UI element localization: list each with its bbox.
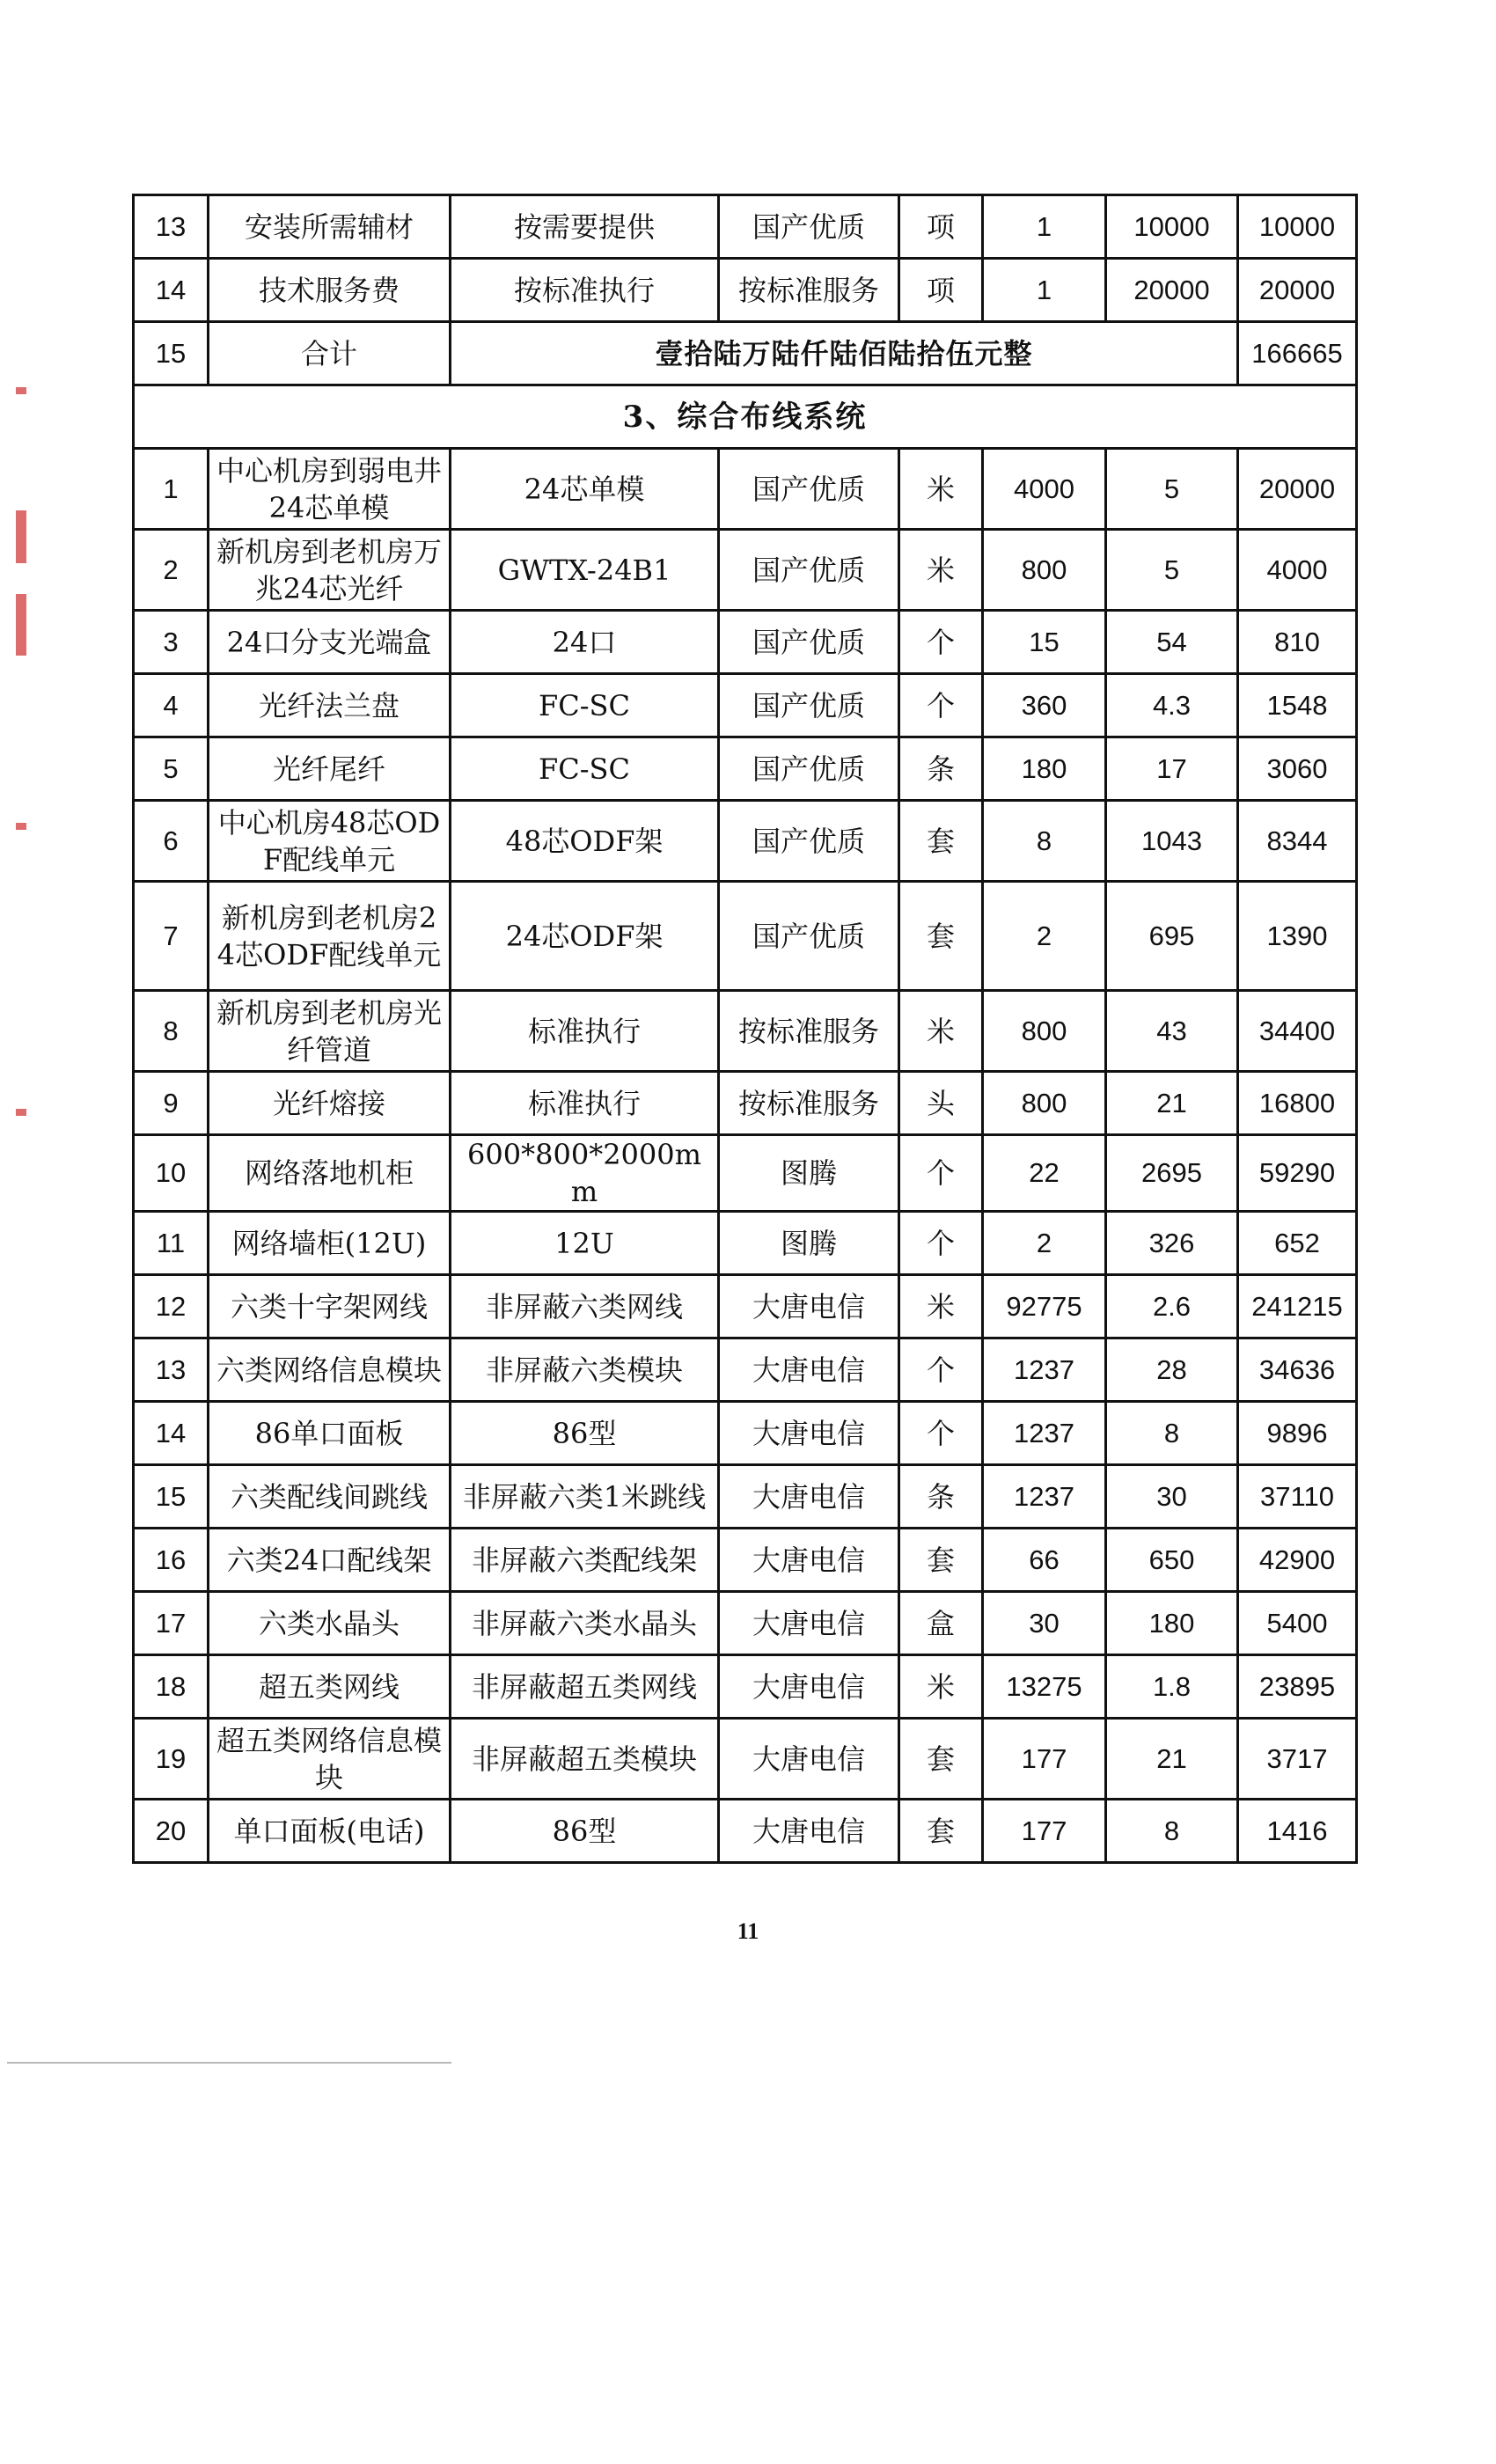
cell-no: 14: [134, 1402, 209, 1465]
table-row: [134, 1529, 1357, 1592]
cell-unit: 盒: [899, 1592, 983, 1655]
cell-price: 695: [1106, 882, 1238, 991]
cell-price: 21: [1106, 1072, 1238, 1135]
table-row: [134, 1212, 1357, 1275]
table-row: [134, 1655, 1357, 1719]
cell-unit: 个: [899, 1212, 983, 1275]
table-row: [134, 1338, 1357, 1402]
cell-amount: 34400: [1238, 991, 1357, 1072]
scan-edge-mark: [16, 823, 26, 830]
cell-spec: 24芯单模: [451, 449, 719, 530]
scan-edge-mark: [16, 387, 26, 394]
cell-qty: 13275: [983, 1655, 1106, 1719]
cell-spec: 非屏蔽六类网线: [451, 1275, 719, 1338]
cell-qty: 177: [983, 1800, 1106, 1863]
cell-price: 326: [1106, 1212, 1238, 1275]
table-row: [134, 259, 1357, 322]
table-row: [134, 1592, 1357, 1655]
cell-amount: 9896: [1238, 1402, 1357, 1465]
cell-brand: 按标准服务: [719, 259, 899, 322]
cell-price: 4.3: [1106, 674, 1238, 737]
cell-no: 12: [134, 1275, 209, 1338]
cell-brand: 国产优质: [719, 801, 899, 882]
cell-price: 30: [1106, 1465, 1238, 1529]
cell-brand: 大唐电信: [719, 1719, 899, 1800]
cell-name: 六类十字架网线: [209, 1275, 451, 1338]
cell-qty: 2: [983, 1212, 1106, 1275]
cell-no: 5: [134, 737, 209, 801]
scan-edge-mark: [16, 594, 26, 656]
cell-qty: 1237: [983, 1465, 1106, 1529]
section-title: 3、综合布线系统: [134, 385, 1357, 449]
cell-amount: 34636: [1238, 1338, 1357, 1402]
table-row: [134, 674, 1357, 737]
cell-amount: 652: [1238, 1212, 1357, 1275]
cell-unit: 个: [899, 1135, 983, 1212]
table-row: [134, 882, 1357, 991]
cell-spec: 非屏蔽六类1米跳线: [451, 1465, 719, 1529]
cell-spec: 600*800*2000mm: [451, 1135, 719, 1212]
table-row: [134, 801, 1357, 882]
cell-qty: 800: [983, 530, 1106, 611]
cell-qty: 800: [983, 991, 1106, 1072]
cell-unit: 米: [899, 1655, 983, 1719]
cell-qty: 1237: [983, 1338, 1106, 1402]
cell-price: 1043: [1106, 801, 1238, 882]
cell-no: 9: [134, 1072, 209, 1135]
cell-no: 2: [134, 530, 209, 611]
cell-name: 安装所需辅材: [209, 195, 451, 259]
cell-no: 11: [134, 1212, 209, 1275]
cell-brand: 大唐电信: [719, 1402, 899, 1465]
cell-spec: 12U: [451, 1212, 719, 1275]
cell-qty: 22: [983, 1135, 1106, 1212]
cell-unit: 项: [899, 195, 983, 259]
cell-amount: 8344: [1238, 801, 1357, 882]
cell-amount: 20000: [1238, 259, 1357, 322]
cell-no: 16: [134, 1529, 209, 1592]
cell-name: 新机房到老机房24芯ODF配线单元: [209, 882, 451, 991]
cell-spec: GWTX-24B1: [451, 530, 719, 611]
price-table: [132, 194, 1358, 1864]
cell-unit: 套: [899, 1719, 983, 1800]
cell-brand: 按标准服务: [719, 1072, 899, 1135]
total-label: 合计: [209, 322, 451, 385]
cell-price: 21: [1106, 1719, 1238, 1800]
cell-qty: 177: [983, 1719, 1106, 1800]
cell-unit: 条: [899, 737, 983, 801]
cell-no: 14: [134, 259, 209, 322]
cell-brand: 国产优质: [719, 882, 899, 991]
cell-brand: 按标准服务: [719, 991, 899, 1072]
cell-spec: 非屏蔽六类配线架: [451, 1529, 719, 1592]
cell-name: 光纤熔接: [209, 1072, 451, 1135]
cell-brand: 国产优质: [719, 674, 899, 737]
cell-unit: 套: [899, 801, 983, 882]
cell-unit: 个: [899, 1338, 983, 1402]
cell-name: 网络落地机柜: [209, 1135, 451, 1212]
cell-spec: 非屏蔽六类水晶头: [451, 1592, 719, 1655]
cell-qty: 360: [983, 674, 1106, 737]
cell-qty: 30: [983, 1592, 1106, 1655]
cell-no: 13: [134, 195, 209, 259]
cell-price: 20000: [1106, 259, 1238, 322]
cell-spec: 标准执行: [451, 991, 719, 1072]
cell-price: 43: [1106, 991, 1238, 1072]
cell-qty: 1237: [983, 1402, 1106, 1465]
cell-spec: 24芯ODF架: [451, 882, 719, 991]
table-row: [134, 530, 1357, 611]
cell-spec: 86型: [451, 1402, 719, 1465]
cell-price: 2.6: [1106, 1275, 1238, 1338]
cell-amount: 59290: [1238, 1135, 1357, 1212]
cell-unit: 套: [899, 1529, 983, 1592]
cell-brand: 大唐电信: [719, 1338, 899, 1402]
cell-amount: 241215: [1238, 1275, 1357, 1338]
cell-no: 15: [134, 322, 209, 385]
cell-no: 10: [134, 1135, 209, 1212]
scan-edge-mark: [16, 1109, 26, 1116]
cell-price: 17: [1106, 737, 1238, 801]
cell-no: 17: [134, 1592, 209, 1655]
cell-qty: 180: [983, 737, 1106, 801]
cell-name: 新机房到老机房光纤管道: [209, 991, 451, 1072]
cell-spec: 标准执行: [451, 1072, 719, 1135]
cell-spec: FC-SC: [451, 737, 719, 801]
cell-amount: 4000: [1238, 530, 1357, 611]
cell-brand: 大唐电信: [719, 1465, 899, 1529]
table-row: [134, 1072, 1357, 1135]
cell-no: 1: [134, 449, 209, 530]
cell-amount: 1416: [1238, 1800, 1357, 1863]
cell-name: 超五类网线: [209, 1655, 451, 1719]
cell-price: 54: [1106, 611, 1238, 674]
cell-name: 网络墙柜(12U): [209, 1212, 451, 1275]
cell-name: 技术服务费: [209, 259, 451, 322]
cell-no: 20: [134, 1800, 209, 1863]
cell-no: 15: [134, 1465, 209, 1529]
cell-unit: 条: [899, 1465, 983, 1529]
cell-brand: 大唐电信: [719, 1275, 899, 1338]
cell-spec: 48芯ODF架: [451, 801, 719, 882]
table-row: [134, 1402, 1357, 1465]
table-row: [134, 1800, 1357, 1863]
cell-amount: 3060: [1238, 737, 1357, 801]
cell-unit: 米: [899, 449, 983, 530]
cell-no: 13: [134, 1338, 209, 1402]
cell-unit: 项: [899, 259, 983, 322]
cell-name: 六类水晶头: [209, 1592, 451, 1655]
cell-spec: 按需要提供: [451, 195, 719, 259]
cell-name: 24口分支光端盒: [209, 611, 451, 674]
cell-unit: 套: [899, 882, 983, 991]
cell-amount: 810: [1238, 611, 1357, 674]
table-row: [134, 991, 1357, 1072]
cell-name: 超五类网络信息模块: [209, 1719, 451, 1800]
cell-price: 5: [1106, 449, 1238, 530]
cell-price: 2695: [1106, 1135, 1238, 1212]
cell-spec: 非屏蔽超五类网线: [451, 1655, 719, 1719]
cell-brand: 国产优质: [719, 530, 899, 611]
table-row: [134, 1465, 1357, 1529]
cell-no: 3: [134, 611, 209, 674]
cell-brand: 大唐电信: [719, 1800, 899, 1863]
scan-edge-mark: [16, 510, 26, 563]
cell-name: 六类网络信息模块: [209, 1338, 451, 1402]
cell-no: 18: [134, 1655, 209, 1719]
cell-amount: 42900: [1238, 1529, 1357, 1592]
cell-brand: 大唐电信: [719, 1592, 899, 1655]
cell-name: 光纤法兰盘: [209, 674, 451, 737]
cell-price: 180: [1106, 1592, 1238, 1655]
table-row: [134, 195, 1357, 259]
table-row: [134, 737, 1357, 801]
cell-brand: 图腾: [719, 1212, 899, 1275]
table-row: [134, 449, 1357, 530]
cell-price: 8: [1106, 1402, 1238, 1465]
cell-unit: 头: [899, 1072, 983, 1135]
cell-price: 1.8: [1106, 1655, 1238, 1719]
cell-no: 4: [134, 674, 209, 737]
cell-no: 8: [134, 991, 209, 1072]
cell-brand: 图腾: [719, 1135, 899, 1212]
cell-price: 10000: [1106, 195, 1238, 259]
cell-price: 5: [1106, 530, 1238, 611]
cell-name: 六类24口配线架: [209, 1529, 451, 1592]
cell-no: 7: [134, 882, 209, 991]
cell-name: 六类配线间跳线: [209, 1465, 451, 1529]
cell-amount: 23895: [1238, 1655, 1357, 1719]
cell-spec: 非屏蔽超五类模块: [451, 1719, 719, 1800]
table-row: [134, 1135, 1357, 1212]
cell-qty: 92775: [983, 1275, 1106, 1338]
cell-brand: 国产优质: [719, 737, 899, 801]
bottom-rule: [7, 2062, 451, 2064]
cell-qty: 15: [983, 611, 1106, 674]
cell-no: 19: [134, 1719, 209, 1800]
cell-brand: 国产优质: [719, 449, 899, 530]
total-row: [134, 322, 1357, 385]
total-amount-words: 壹拾陆万陆仟陆佰陆拾伍元整: [451, 322, 1238, 385]
cell-qty: 1: [983, 195, 1106, 259]
cell-name: 光纤尾纤: [209, 737, 451, 801]
cell-spec: 24口: [451, 611, 719, 674]
page-number: 11: [737, 1918, 759, 1944]
cell-brand: 国产优质: [719, 611, 899, 674]
cell-name: 中心机房48芯ODF配线单元: [209, 801, 451, 882]
cell-spec: 按标准执行: [451, 259, 719, 322]
cell-qty: 8: [983, 801, 1106, 882]
cell-amount: 1390: [1238, 882, 1357, 991]
cell-brand: 国产优质: [719, 195, 899, 259]
cell-name: 中心机房到弱电井24芯单模: [209, 449, 451, 530]
cell-name: 86单口面板: [209, 1402, 451, 1465]
cell-qty: 1: [983, 259, 1106, 322]
cell-amount: 3717: [1238, 1719, 1357, 1800]
cell-unit: 米: [899, 530, 983, 611]
cell-amount: 16800: [1238, 1072, 1357, 1135]
cell-qty: 66: [983, 1529, 1106, 1592]
cell-no: 6: [134, 801, 209, 882]
cell-qty: 800: [983, 1072, 1106, 1135]
total-amount: 166665: [1238, 322, 1357, 385]
table-row: [134, 1719, 1357, 1800]
cell-unit: 个: [899, 1402, 983, 1465]
cell-amount: 20000: [1238, 449, 1357, 530]
table-row: [134, 611, 1357, 674]
cell-qty: 4000: [983, 449, 1106, 530]
cell-spec: FC-SC: [451, 674, 719, 737]
cell-brand: 大唐电信: [719, 1529, 899, 1592]
cell-amount: 5400: [1238, 1592, 1357, 1655]
cell-brand: 大唐电信: [719, 1655, 899, 1719]
cell-spec: 86型: [451, 1800, 719, 1863]
cell-spec: 非屏蔽六类模块: [451, 1338, 719, 1402]
cell-unit: 米: [899, 991, 983, 1072]
table-row: [134, 1275, 1357, 1338]
cell-unit: 个: [899, 674, 983, 737]
cell-name: 新机房到老机房万兆24芯光纤: [209, 530, 451, 611]
cell-price: 28: [1106, 1338, 1238, 1402]
cell-price: 8: [1106, 1800, 1238, 1863]
cell-qty: 2: [983, 882, 1106, 991]
cell-amount: 1548: [1238, 674, 1357, 737]
cell-unit: 米: [899, 1275, 983, 1338]
cell-name: 单口面板(电话): [209, 1800, 451, 1863]
cell-amount: 37110: [1238, 1465, 1357, 1529]
cell-price: 650: [1106, 1529, 1238, 1592]
cell-unit: 个: [899, 611, 983, 674]
cell-amount: 10000: [1238, 195, 1357, 259]
cell-unit: 套: [899, 1800, 983, 1863]
section-header-row: [134, 385, 1357, 449]
